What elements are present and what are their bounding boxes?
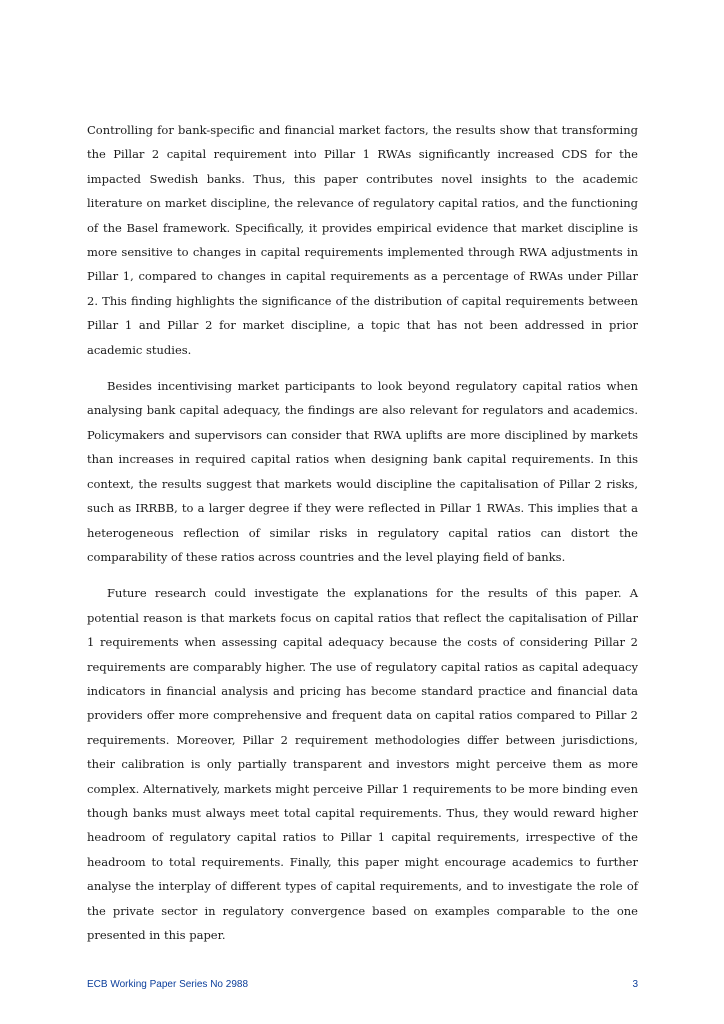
footer-series-label: ECB Working Paper Series No 2988 (87, 979, 249, 990)
footer-page-number: 3 (632, 979, 638, 990)
paragraph-2: Besides incentivising market participants to look beyond regulatory capital ratios when analysing bank capital adequacy, the findings are also relevant for regulators and academics. Policymakers and supervisors can consider that RWA uplifts are more disciplined by markets than increases in required capital ratios when designing bank capital requirements. In this context, the results suggest that markets would discipline the capitalisation of Pillar 2 risks, such as IRRBB, to a larger degree if they were reflected in Pillar 1 RWAs. This implies that a heterogeneous reflection of similar risks in regulatory capital ratios can distort the comparability of these ratios across countries and the level playing field of banks. (87, 379, 638, 564)
page-footer (87, 979, 638, 990)
paragraph-3: Future research could investigate the explanations for the results of this paper. A potential reason is that markets focus on capital ratios that reflect the capitalisation of Pillar 1 requirements when assessing capital adequacy because the costs of considering Pillar 2 requirements are comparably higher. The use of regulatory capital ratios as capital adequacy indicators in financial analysis and pricing has become standard practice and financial data providers offer more comprehensive and frequent data on capital ratios compared to Pillar 2 requirements. Moreover, Pillar 2 requirement methodologies differ between jurisdictions, their calibration is only partially transparent and investors might perceive them as more complex. Alternatively, markets might perceive Pillar 1 requirements to be more binding even though banks must always meet total capital requirements. Thus, they would reward higher headroom of regulatory capital ratios to Pillar 1 capital requirements, irrespective of the headroom to total requirements. Finally, this paper might encourage academics to further analyse the interplay of different types of capital requirements, and to investigate the role of the private sector in regulatory convergence based on examples comparable to the one presented in this paper. (87, 586, 638, 942)
paragraph-1: Controlling for bank-specific and financial market factors, the results show that transforming the Pillar 2 capital requirement into Pillar 1 RWAs significantly increased CDS for the impacted Swedish banks. Thus, this paper contributes novel insights to the academic literature on market discipline, the relevance of regulatory capital ratios, and the functioning of the Basel framework. Specifically, it provides empirical evidence that market discipline is more sensitive to changes in capital requirements implemented through RWA adjustments in Pillar 1, compared to changes in capital requirements as a percentage of RWAs under Pillar 2. This finding highlights the significance of the distribution of capital requirements between Pillar 1 and Pillar 2 for market discipline, a topic that has not been addressed in prior academic studies. (87, 123, 638, 357)
body-text (87, 118, 638, 959)
